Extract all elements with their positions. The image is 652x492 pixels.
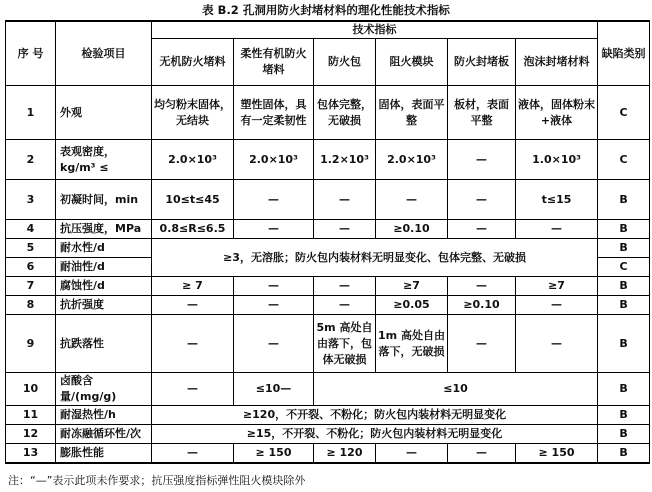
cell: — <box>376 444 448 463</box>
cell: ≥ 120 <box>314 444 376 463</box>
table-row <box>6 239 650 258</box>
row-class: B <box>598 444 650 463</box>
header-defect: 缺陷类别 <box>598 21 650 86</box>
cell: — <box>234 220 314 239</box>
table-row <box>6 406 650 425</box>
row-no: 5 <box>6 239 56 258</box>
row-class: B <box>598 373 650 406</box>
table-row <box>6 373 650 406</box>
row-no: 7 <box>6 277 56 296</box>
cell: 1.2×10³ <box>314 140 376 180</box>
row-item: 抗跌落性 <box>56 315 152 373</box>
row-item: 耐冻融循环性/次 <box>56 425 152 444</box>
cell: — <box>234 315 314 373</box>
cell: ≥7 <box>516 277 598 296</box>
row-item: 膨胀性能 <box>56 444 152 463</box>
cell: 1.0×10³ <box>516 140 598 180</box>
cell: — <box>448 277 516 296</box>
cell: — <box>314 220 376 239</box>
table-note: 注：“—”表示此项未作要求；抗压强度指标弹性阻火模块除外 <box>8 474 306 487</box>
row-class: C <box>598 140 650 180</box>
cell: — <box>152 373 234 406</box>
cell: 0.8≤R≤6.5 <box>152 220 234 239</box>
row-class: B <box>598 277 650 296</box>
table-row <box>6 86 650 140</box>
header-seq: 序 号 <box>6 21 56 86</box>
cell: — <box>516 315 598 373</box>
cell: ≥ 7 <box>152 277 234 296</box>
row-item: 耐水性/d <box>56 239 152 258</box>
row-no: 1 <box>6 86 56 140</box>
row-class: B <box>598 296 650 315</box>
row-item: 耐湿热性/h <box>56 406 152 425</box>
cell: t≤15 <box>516 180 598 220</box>
cell: — <box>448 220 516 239</box>
cell: ≥7 <box>376 277 448 296</box>
header-item: 检验项目 <box>56 21 152 86</box>
cell: — <box>448 444 516 463</box>
cell: — <box>152 296 234 315</box>
row-item: 表观密度，kg/m³ ≤ <box>56 140 152 180</box>
row-class: B <box>598 315 650 373</box>
properties-table <box>5 20 650 464</box>
row-class: B <box>598 220 650 239</box>
row-class: B <box>598 239 650 258</box>
header-col: 无机防火堵料 <box>152 39 234 86</box>
cell: — <box>516 296 598 315</box>
row-no: 6 <box>6 258 56 277</box>
cell: ≥0.05 <box>376 296 448 315</box>
merged-cell: ≥120，不开裂、不粉化；防火包内装材料无明显变化 <box>152 406 598 425</box>
table-row <box>6 220 650 239</box>
cell: — <box>376 180 448 220</box>
header-col: 柔性有机防火堵料 <box>234 39 314 86</box>
table-row <box>6 277 650 296</box>
cell: — <box>314 180 376 220</box>
row-item: 卤酸含量/(mg/g) <box>56 373 152 406</box>
cell: — <box>152 444 234 463</box>
row-no: 2 <box>6 140 56 180</box>
cell: — <box>314 277 376 296</box>
cell: 液体，固体粉末+液体 <box>516 86 598 140</box>
row-class: C <box>598 86 650 140</box>
cell: 固体，表面平整 <box>376 86 448 140</box>
cell: 2.0×10³ <box>376 140 448 180</box>
cell: — <box>234 277 314 296</box>
cell: — <box>314 296 376 315</box>
cell: 板材，表面平整 <box>448 86 516 140</box>
table-row <box>6 180 650 220</box>
cell: — <box>448 180 516 220</box>
table-row <box>6 444 650 463</box>
table-row <box>6 296 650 315</box>
row-no: 12 <box>6 425 56 444</box>
cell: 包体完整，无破损 <box>314 86 376 140</box>
merged-cell: ≥15，不开裂、不粉化；防火包内装材料无明显变化 <box>152 425 598 444</box>
merged-cell: ≥3，无溶胀；防火包内装材料无明显变化、包体完整、无破损 <box>152 239 598 277</box>
cell: 2.0×10³ <box>152 140 234 180</box>
cell: — <box>234 180 314 220</box>
table-row <box>6 425 650 444</box>
header-col: 防火封堵板 <box>448 39 516 86</box>
row-no: 13 <box>6 444 56 463</box>
cell: 5m 高处自由落下，包体无破损 <box>314 315 376 373</box>
cell: 2.0×10³ <box>234 140 314 180</box>
row-class: B <box>598 180 650 220</box>
row-item: 耐油性/d <box>56 258 152 277</box>
row-item: 外观 <box>56 86 152 140</box>
cell: — <box>448 315 516 373</box>
header-col: 泡沫封堵材料 <box>516 39 598 86</box>
cell: 10≤t≤45 <box>152 180 234 220</box>
table-row <box>6 315 650 373</box>
row-no: 3 <box>6 180 56 220</box>
cell: ≥0.10 <box>376 220 448 239</box>
cell: ≥0.10 <box>448 296 516 315</box>
table-row <box>6 140 650 180</box>
merged-cell: ≤10 <box>314 373 598 406</box>
table-title: 表 B.2 孔洞用防火封堵材料的理化性能技术指标 <box>202 3 450 17</box>
row-class: B <box>598 425 650 444</box>
cell: — <box>448 140 516 180</box>
row-no: 10 <box>6 373 56 406</box>
cell: — <box>234 296 314 315</box>
row-class: B <box>598 406 650 425</box>
row-no: 11 <box>6 406 56 425</box>
cell: ≥ 150 <box>516 444 598 463</box>
row-item: 初凝时间，min <box>56 180 152 220</box>
row-item: 腐蚀性/d <box>56 277 152 296</box>
header-col: 阻火模块 <box>376 39 448 86</box>
row-item: 抗折强度 <box>56 296 152 315</box>
row-item: 抗压强度，MPa <box>56 220 152 239</box>
cell: — <box>516 220 598 239</box>
cell: ≥ 150 <box>234 444 314 463</box>
row-no: 4 <box>6 220 56 239</box>
cell: 均匀粉末固体，无结块 <box>152 86 234 140</box>
row-class: C <box>598 258 650 277</box>
header-tech: 技术指标 <box>152 21 598 39</box>
row-no: 9 <box>6 315 56 373</box>
row-no: 8 <box>6 296 56 315</box>
cell: 1m 高处自由落下，无破损 <box>376 315 448 373</box>
cell: ≤10— <box>234 373 314 406</box>
cell: — <box>152 315 234 373</box>
cell: 塑性固体，具有一定柔韧性 <box>234 86 314 140</box>
header-col: 防火包 <box>314 39 376 86</box>
